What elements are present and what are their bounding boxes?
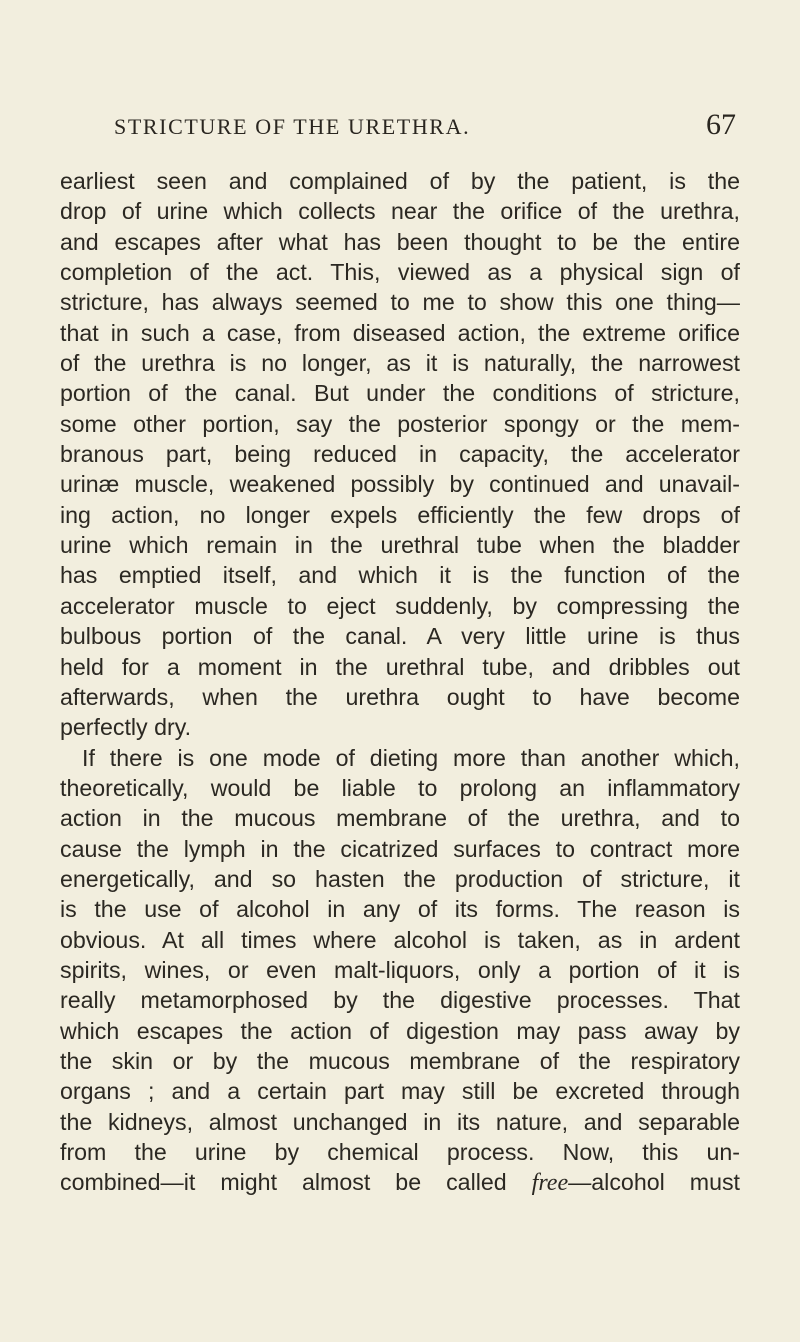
- text-line: drop of urine which collects near the orifice of the urethra,: [60, 198, 740, 225]
- text-line: which escapes the action of digestion may pass away by: [60, 1017, 740, 1044]
- text-line: accelerator muscle to eject suddenly, by compressing the: [60, 592, 740, 619]
- text-line: of the urethra is no longer, as it is naturally, the narrowest: [60, 350, 740, 377]
- text-line: portion of the canal. But under the conditions of stricture,: [60, 380, 740, 407]
- text-line: held for a moment in the urethral tube, and dribbles out: [60, 653, 740, 680]
- running-head: [60, 108, 740, 152]
- text-line: energetically, and so hasten the production of stricture, it: [60, 865, 740, 892]
- text-line: really metamorphosed by the digestive processes. That: [60, 987, 740, 1014]
- paragraph-end-line: perfectly dry.: [60, 714, 192, 741]
- text-line: completion of the act. This, viewed as a physical sign of: [60, 259, 740, 286]
- text-line: the skin or by the mucous membrane of the respiratory: [60, 1047, 740, 1074]
- book-page: [60, 108, 741, 1199]
- text-line: has emptied itself, and which it is the function of the: [60, 562, 740, 589]
- text-line: organs ; and a certain part may still be excreted through: [60, 1078, 740, 1105]
- text-line: action in the mucous membrane of the urethra, and to: [60, 805, 740, 832]
- text-line: branous part, being reduced in capacity, the accelerator: [60, 441, 740, 468]
- final-line-start: combined—it might almost be called: [60, 1169, 532, 1196]
- text-line: cause the lymph in the cicatrized surfaces to contract more: [60, 835, 740, 862]
- text-line: obvious. At all times where alcohol is taken, as in ardent: [60, 926, 740, 953]
- final-line-end: —alcohol must: [568, 1169, 741, 1196]
- italic-word: free: [531, 1170, 569, 1197]
- text-line: some other portion, say the posterior spongy or the mem-: [60, 410, 740, 437]
- page-number: 67: [706, 108, 736, 141]
- text-line: that in such a case, from diseased action, the extreme orifice: [60, 319, 740, 346]
- text-line: afterwards, when the urethra ought to have become: [60, 683, 740, 710]
- text-line: the kidneys, almost unchanged in its nature, and separable: [60, 1108, 740, 1135]
- text-line: theoretically, would be liable to prolong an inflammatory: [60, 774, 740, 801]
- body-text: [60, 166, 740, 1199]
- text-line: earliest seen and complained of by the patient, is the: [60, 168, 740, 194]
- text-line: stricture, has always seemed to me to show this one thing—: [60, 289, 740, 316]
- text-line: is the use of alcohol in any of its forms. The reason is: [60, 896, 740, 923]
- text-line: ing action, no longer expels efficiently the few drops of: [60, 501, 740, 528]
- text-line: from the urine by chemical process. Now, this un-: [60, 1139, 740, 1165]
- text-line: and escapes after what has been thought to be the entire: [60, 228, 740, 255]
- text-line: urine which remain in the urethral tube when the bladder: [60, 532, 740, 559]
- paragraph-start-line: If there is one mode of dieting more than another which,: [82, 744, 740, 771]
- running-head-title: STRICTURE OF THE URETHRA.: [114, 114, 471, 139]
- text-line: bulbous portion of the canal. A very little urine is thus: [60, 623, 740, 650]
- text-line: spirits, wines, or even malt-liquors, only a portion of it is: [60, 956, 740, 983]
- final-text-line: [60, 1167, 740, 1198]
- text-line: urinæ muscle, weakened possibly by continued and unavail-: [60, 471, 740, 498]
